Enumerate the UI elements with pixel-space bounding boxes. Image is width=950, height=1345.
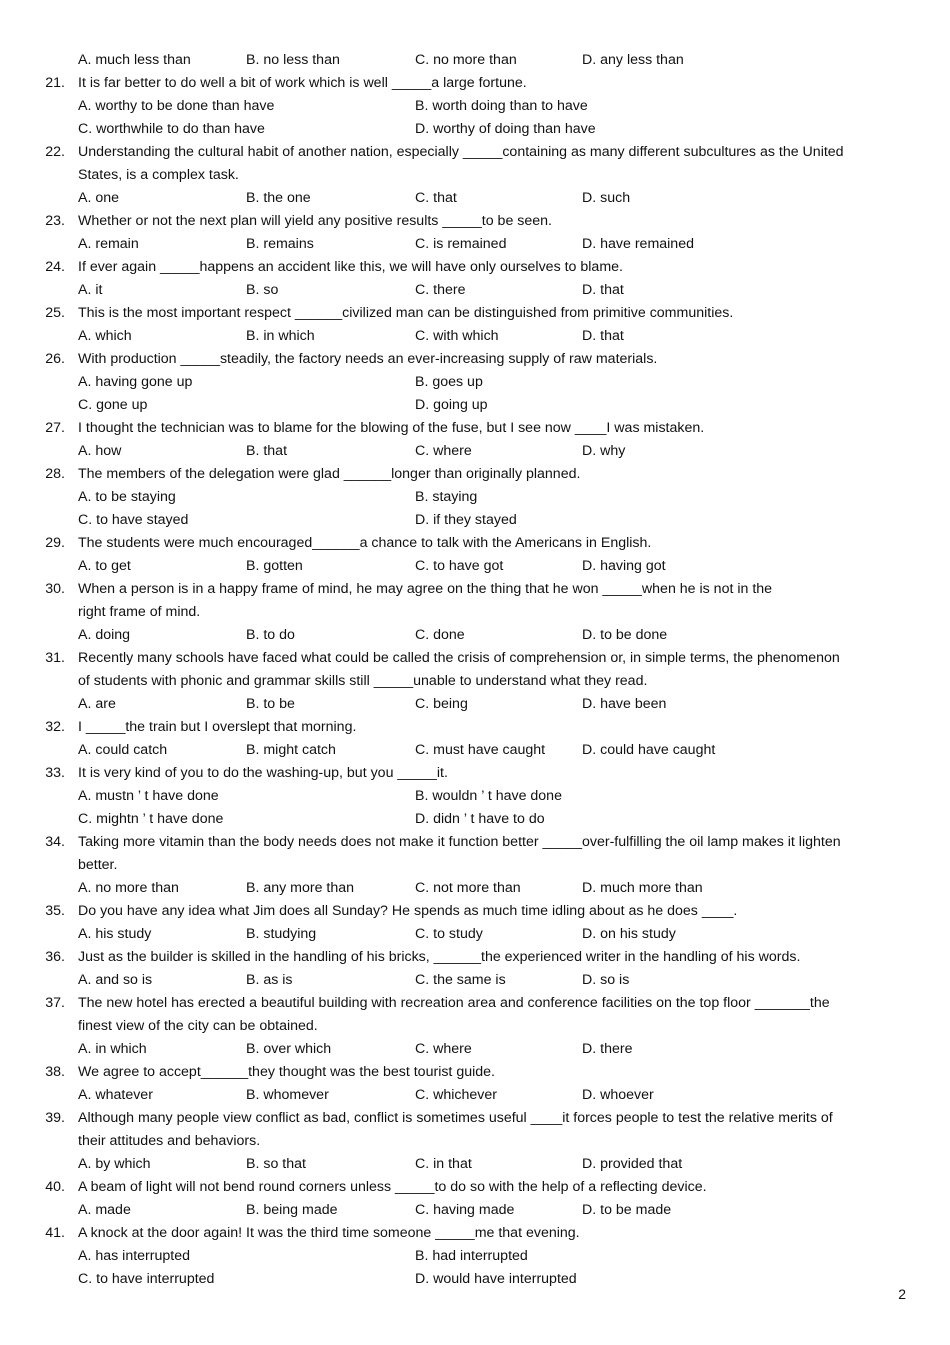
- option-c: C. to study: [415, 926, 483, 942]
- option-a: A. having gone up: [78, 374, 193, 390]
- question-item: [0, 1107, 950, 1176]
- question-line: [0, 348, 950, 371]
- question-line: [0, 578, 950, 601]
- option-d: D. whoever: [582, 1087, 654, 1103]
- option-b: B. to do: [246, 627, 295, 643]
- question-text: right frame of mind.: [78, 604, 201, 620]
- question-text: The students were much encouraged______a chance to talk with the Americans in English.: [78, 535, 652, 551]
- question-line: [0, 256, 950, 279]
- question-number: 27.: [45, 420, 65, 436]
- question-number: 38.: [45, 1064, 65, 1080]
- question-number: 26.: [45, 351, 65, 367]
- option-c: C. not more than: [415, 880, 521, 896]
- question-number: 37.: [45, 995, 65, 1011]
- option-a: A. which: [78, 328, 132, 344]
- page-number: 2: [898, 1286, 906, 1302]
- option-row: [0, 969, 950, 992]
- option-c: C. being: [415, 696, 468, 712]
- question-text: Just as the builder is skilled in the handling of his bricks, ______the experienced writer in the handling of his words.: [78, 949, 801, 965]
- option-row: [0, 279, 950, 302]
- option-a: A. whatever: [78, 1087, 153, 1103]
- option-c: C. done: [415, 627, 465, 643]
- header-options: [0, 49, 950, 72]
- question-line: [0, 1061, 950, 1084]
- question-item: [0, 417, 950, 463]
- question-item: [0, 256, 950, 302]
- option-row: [0, 95, 950, 118]
- option-b: B. goes up: [415, 374, 483, 390]
- option-d: D. there: [582, 1041, 633, 1057]
- question-line: [0, 532, 950, 555]
- question-item: [0, 210, 950, 256]
- option-a: A. it: [78, 282, 103, 298]
- question-number: 24.: [45, 259, 65, 275]
- option-b: B. had interrupted: [415, 1248, 528, 1264]
- question-number: 34.: [45, 834, 65, 850]
- question-item: [0, 992, 950, 1061]
- question-line: [0, 762, 950, 785]
- option-row: [0, 1268, 950, 1291]
- option-b: B. worth doing than to have: [415, 98, 588, 114]
- question-line: [0, 417, 950, 440]
- option-row: [0, 486, 950, 509]
- question-line: [0, 1107, 950, 1130]
- option-a: A. worthy to be done than have: [78, 98, 275, 114]
- question-item: [0, 578, 950, 647]
- option-b: B. the one: [246, 190, 311, 206]
- option-d: D. on his study: [582, 926, 676, 942]
- question-number: 36.: [45, 949, 65, 965]
- question-number: 30.: [45, 581, 65, 597]
- question-number: 32.: [45, 719, 65, 735]
- option-row: [0, 693, 950, 716]
- option-d: D. would have interrupted: [415, 1271, 577, 1287]
- question-number: 39.: [45, 1110, 65, 1126]
- question-item: [0, 716, 950, 762]
- option-b: B. remains: [246, 236, 314, 252]
- option-row: [0, 808, 950, 831]
- option-d: D. have remained: [582, 236, 694, 252]
- question-item: [0, 831, 950, 900]
- question-line: [0, 302, 950, 325]
- question-line: [0, 670, 950, 693]
- option-c: C. to have got: [415, 558, 504, 574]
- question-text: Taking more vitamin than the body needs does not make it function better _____over-fulfilling the oil lamp makes it lighten: [78, 834, 841, 850]
- question-line: [0, 647, 950, 670]
- option-a: A. remain: [78, 236, 139, 252]
- option-c: C. gone up: [78, 397, 148, 413]
- question-number: 23.: [45, 213, 65, 229]
- option-row: [0, 923, 950, 946]
- question-text: Recently many schools have faced what could be called the crisis of comprehension or, in simple terms, the phenomenon: [78, 650, 840, 666]
- option-row: [0, 325, 950, 348]
- option-c: C. must have caught: [415, 742, 546, 758]
- question-line: [0, 1222, 950, 1245]
- option-d: D. such: [582, 190, 631, 206]
- option-d: D. why: [582, 443, 626, 459]
- option-a: A. by which: [78, 1156, 151, 1172]
- option-c: C. mightn ’ t have done: [78, 811, 224, 827]
- question-text: If ever again _____happens an accident like this, we will have only ourselves to blame.: [78, 259, 623, 275]
- question-item: [0, 946, 950, 992]
- question-text: finest view of the city can be obtained.: [78, 1018, 318, 1034]
- option-b: B. whomever: [246, 1087, 329, 1103]
- exam-page: [0, 49, 950, 1291]
- question-text: A beam of light will not bend round corners unless _____to do so with the help of a reflecting device.: [78, 1179, 707, 1195]
- question-text: better.: [78, 857, 118, 873]
- question-item: [0, 72, 950, 141]
- question-line: [0, 1130, 950, 1153]
- option-a: A. and so is: [78, 972, 153, 988]
- question-text: When a person is in a happy frame of mind, he may agree on the thing that he won _____when he is not in the: [78, 581, 773, 597]
- option-row: [0, 371, 950, 394]
- option-c: C. having made: [415, 1202, 515, 1218]
- option-row: [0, 1153, 950, 1176]
- option-c: C. in that: [415, 1156, 472, 1172]
- question-number: 31.: [45, 650, 65, 666]
- question-line: [0, 463, 950, 486]
- question-line: [0, 164, 950, 187]
- option-c: C. to have interrupted: [78, 1271, 215, 1287]
- option-b: B. gotten: [246, 558, 303, 574]
- option-a: A. no more than: [78, 880, 179, 896]
- question-item: [0, 647, 950, 716]
- option-c: C. worthwhile to do than have: [78, 121, 265, 137]
- question-item: [0, 762, 950, 831]
- option-b: B. over which: [246, 1041, 332, 1057]
- option-row: [0, 1084, 950, 1107]
- question-text: Understanding the cultural habit of another nation, especially _____containing as many different subcultures as the United: [78, 144, 844, 160]
- option-row: [0, 118, 950, 141]
- option-d: D. if they stayed: [415, 512, 517, 528]
- option-d: D. have been: [582, 696, 667, 712]
- option-d: D. so is: [582, 972, 630, 988]
- option-row: [0, 509, 950, 532]
- option-a: A. are: [78, 696, 116, 712]
- option-b: B. so: [246, 282, 279, 298]
- option-c: C. no more than: [415, 52, 517, 68]
- option-row: [0, 187, 950, 210]
- option-row: [0, 440, 950, 463]
- option-a: A. mustn ’ t have done: [78, 788, 219, 804]
- question-item: [0, 532, 950, 578]
- question-item: [0, 1061, 950, 1107]
- question-item: [0, 1222, 950, 1291]
- option-a: A. made: [78, 1202, 131, 1218]
- option-a: A. to get: [78, 558, 131, 574]
- question-line: [0, 716, 950, 739]
- option-b: B. any more than: [246, 880, 355, 896]
- option-d: D. much more than: [582, 880, 703, 896]
- question-text: I _____the train but I overslept that morning.: [78, 719, 357, 735]
- question-line: [0, 1176, 950, 1199]
- question-item: [0, 1176, 950, 1222]
- option-row: [0, 877, 950, 900]
- question-text: This is the most important respect ______civilized man can be distinguished from primitive communities.: [78, 305, 734, 321]
- option-c: C. with which: [415, 328, 499, 344]
- option-d: D. could have caught: [582, 742, 716, 758]
- option-row: [0, 1038, 950, 1061]
- option-d: D. going up: [415, 397, 488, 413]
- option-b: B. in which: [246, 328, 315, 344]
- option-b: B. so that: [246, 1156, 306, 1172]
- option-a: A. much less than: [78, 52, 191, 68]
- option-b: B. might catch: [246, 742, 336, 758]
- option-row: [0, 624, 950, 647]
- question-item: [0, 348, 950, 417]
- question-line: [0, 601, 950, 624]
- question-line: [0, 210, 950, 233]
- question-number: 28.: [45, 466, 65, 482]
- option-d: D. any less than: [582, 52, 684, 68]
- option-c: C. whichever: [415, 1087, 498, 1103]
- question-text: Whether or not the next plan will yield any positive results _____to be seen.: [78, 213, 552, 229]
- option-b: B. being made: [246, 1202, 338, 1218]
- option-a: A. how: [78, 443, 122, 459]
- question-line: [0, 946, 950, 969]
- question-text: States, is a complex task.: [78, 167, 239, 183]
- option-c: C. that: [415, 190, 457, 206]
- option-a: A. one: [78, 190, 120, 206]
- option-row: [0, 555, 950, 578]
- question-number: 40.: [45, 1179, 65, 1195]
- question-text: of students with phonic and grammar skills still _____unable to understand what they read.: [78, 673, 648, 689]
- option-a: A. has interrupted: [78, 1248, 190, 1264]
- question-line: [0, 854, 950, 877]
- option-b: B. wouldn ’ t have done: [415, 788, 562, 804]
- question-text: It is very kind of you to do the washing-up, but you _____it.: [78, 765, 448, 781]
- question-number: 21.: [45, 75, 65, 91]
- option-b: B. staying: [415, 489, 478, 505]
- question-text: The members of the delegation were glad ______longer than originally planned.: [78, 466, 581, 482]
- question-line: [0, 72, 950, 95]
- question-item: [0, 141, 950, 210]
- question-line: [0, 1015, 950, 1038]
- option-d: D. that: [582, 282, 624, 298]
- option-c: C. to have stayed: [78, 512, 189, 528]
- option-a: A. his study: [78, 926, 152, 942]
- option-d: D. having got: [582, 558, 666, 574]
- option-c: C. where: [415, 443, 472, 459]
- question-number: 35.: [45, 903, 65, 919]
- option-row: [0, 1245, 950, 1268]
- option-b: B. studying: [246, 926, 317, 942]
- option-d: D. worthy of doing than have: [415, 121, 596, 137]
- option-d: D. that: [582, 328, 624, 344]
- option-b: B. that: [246, 443, 288, 459]
- option-d: D. to be done: [582, 627, 668, 643]
- question-number: 29.: [45, 535, 65, 551]
- question-item: [0, 463, 950, 532]
- option-row: [0, 785, 950, 808]
- question-text: Although many people view conflict as bad, conflict is sometimes useful ____it forces people to test the relative merits of: [78, 1110, 833, 1126]
- option-a: A. in which: [78, 1041, 147, 1057]
- option-d: D. provided that: [582, 1156, 683, 1172]
- option-b: B. no less than: [246, 52, 340, 68]
- option-row: [0, 233, 950, 256]
- question-list: [0, 72, 950, 1291]
- option-c: C. where: [415, 1041, 472, 1057]
- option-row: [0, 394, 950, 417]
- question-number: 33.: [45, 765, 65, 781]
- question-text: Do you have any idea what Jim does all Sunday? He spends as much time idling about as he does ____.: [78, 903, 738, 919]
- option-a: A. to be staying: [78, 489, 176, 505]
- option-b: B. to be: [246, 696, 295, 712]
- option-row: [0, 1199, 950, 1222]
- option-c: C. the same is: [415, 972, 506, 988]
- question-text: It is far better to do well a bit of work which is well _____a large fortune.: [78, 75, 527, 91]
- question-text: I thought the technician was to blame for the blowing of the fuse, but I see now ____I was mistaken.: [78, 420, 705, 436]
- question-number: 25.: [45, 305, 65, 321]
- question-line: [0, 900, 950, 923]
- question-item: [0, 900, 950, 946]
- question-text: A knock at the door again! It was the third time someone _____me that evening.: [78, 1225, 580, 1241]
- question-line: [0, 831, 950, 854]
- question-number: 22.: [45, 144, 65, 160]
- option-d: D. didn ’ t have to do: [415, 811, 545, 827]
- question-line: [0, 992, 950, 1015]
- option-a: A. doing: [78, 627, 131, 643]
- question-text: The new hotel has erected a beautiful building with recreation area and conference facilities on the top floor _______the: [78, 995, 830, 1011]
- question-text: We agree to accept______they thought was the best tourist guide.: [78, 1064, 495, 1080]
- option-row: [0, 739, 950, 762]
- option-a: A. could catch: [78, 742, 168, 758]
- option-d: D. to be made: [582, 1202, 672, 1218]
- question-number: 41.: [45, 1225, 65, 1241]
- question-text: their attitudes and behaviors.: [78, 1133, 261, 1149]
- option-c: C. there: [415, 282, 466, 298]
- question-item: [0, 302, 950, 348]
- question-line: [0, 141, 950, 164]
- question-text: With production _____steadily, the factory needs an ever-increasing supply of raw materials.: [78, 351, 658, 367]
- option-c: C. is remained: [415, 236, 507, 252]
- option-b: B. as is: [246, 972, 293, 988]
